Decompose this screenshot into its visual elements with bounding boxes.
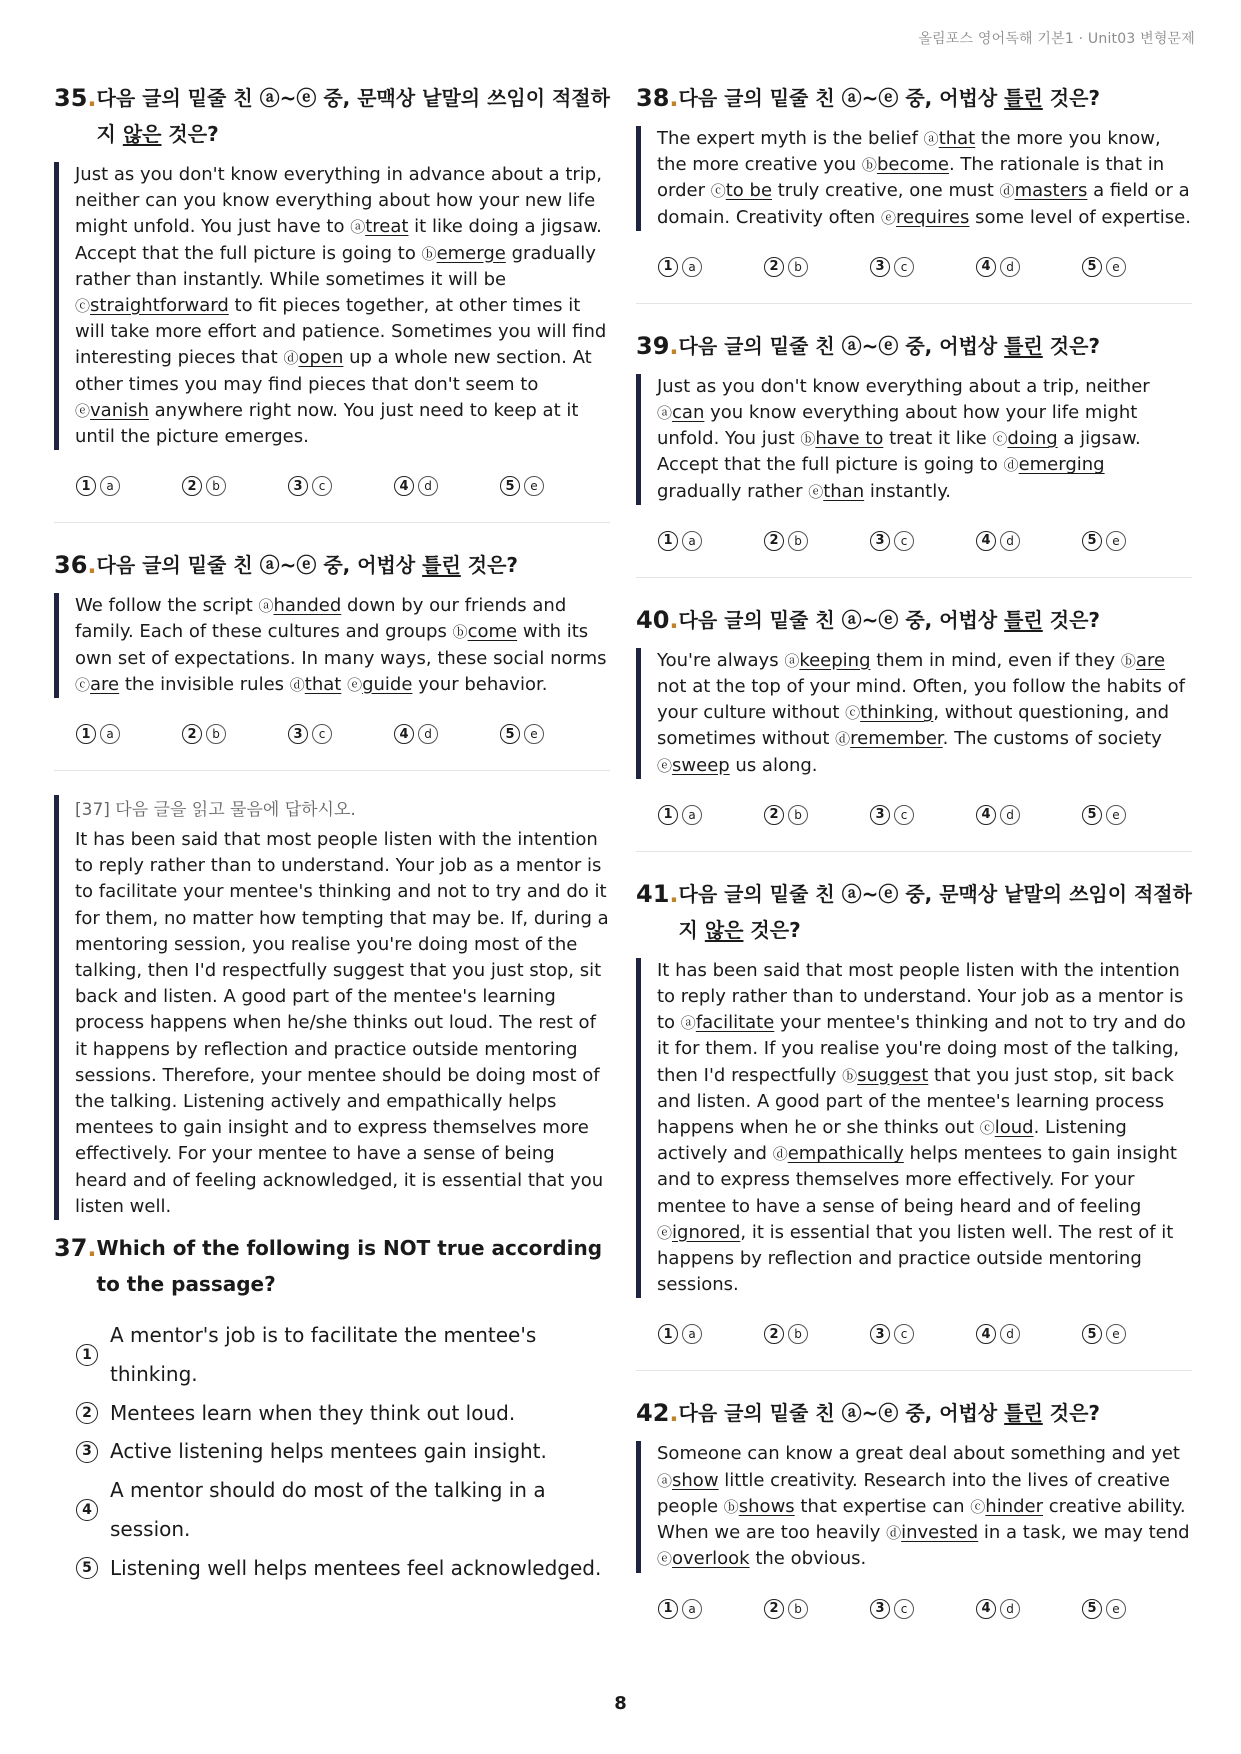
question-number: 36.: [54, 551, 97, 580]
option-2[interactable]: 2 b: [764, 257, 870, 277]
choice-4[interactable]: 4 A mentor should do most of the talking in a session.: [76, 1471, 610, 1549]
marker-c: ⓒ: [970, 1497, 986, 1516]
question-36: [54, 547, 610, 771]
option-1[interactable]: 1 a: [658, 531, 764, 551]
passage: The expert myth is the belief ⓐthat the more you know, the more creative you ⓑbecome. The rationale is that in order ⓒto be truly creative, one must ⓓmasters a field or a domain. Creativity often ⓔrequires some level of expertise.: [636, 126, 1192, 231]
marker-a: ⓐ: [680, 1014, 696, 1033]
question-number: 35.: [54, 84, 97, 112]
marker-b: ⓑ: [842, 1066, 858, 1085]
marker-b: ⓑ: [421, 244, 437, 263]
marker-a: ⓐ: [923, 130, 939, 148]
option-2[interactable]: 2 b: [764, 1324, 870, 1344]
question-header: [54, 1230, 610, 1302]
marker-d: ⓓ: [999, 182, 1015, 201]
question-header: [636, 328, 1192, 364]
question-37: [54, 795, 610, 1614]
marker-a: ⓐ: [784, 651, 800, 670]
passage: [54, 795, 610, 1220]
option-1[interactable]: 1 a: [76, 476, 182, 496]
marker-d: ⓓ: [772, 1145, 788, 1164]
option-2[interactable]: 2 b: [182, 476, 288, 496]
option-4[interactable]: 4 d: [976, 1324, 1082, 1344]
question-header: [54, 547, 610, 583]
option-5[interactable]: 5 e: [1082, 805, 1188, 825]
passage-text: It has been said that most people listen with the intention to reply rather than to understand. Your job as a mentor is to facilitate your mentee's thinking and not to try and do it for them, no matter how tempting that may be. If, during a mentoring session, you realise you're doing most of the talking, then I'd respectfully suggest that you just stop, sit back and listen. A good part of the mentee's learning process happens when he/she thinks out loud. The rest of it happens by reflection and practice outside mentoring sessions. Therefore, your mentee should be doing most of the talking. Listening actively and empathically helps mentees to gain insight and to express themselves more effectively. For your mentee to have a sense of being heard and of feeling acknowledged, it is essential that you listen well.: [75, 829, 609, 1217]
option-3[interactable]: 3 c: [288, 724, 394, 744]
question-number: 38.: [636, 84, 679, 112]
marker-c: ⓒ: [979, 1119, 995, 1138]
marker-e: ⓔ: [657, 1550, 673, 1569]
marker-e: ⓔ: [75, 401, 91, 420]
marker-d: ⓓ: [886, 1524, 902, 1543]
question-prompt: 다음 글의 밑줄 친 ⓐ~ⓔ 중, 문맥상 낱말의 쓰임이 적절하지 않은 것은?: [96, 86, 610, 146]
option-5[interactable]: 5 e: [500, 476, 606, 496]
marker-e: ⓔ: [880, 208, 896, 227]
question-41: [636, 876, 1192, 1372]
answer-options: [54, 724, 610, 744]
marker-a: ⓐ: [657, 404, 673, 423]
question-header: [636, 876, 1192, 948]
option-4[interactable]: 4 d: [976, 531, 1082, 551]
question-header: [636, 602, 1192, 638]
question-number: 37.: [54, 1234, 97, 1263]
marker-d: ⓓ: [283, 349, 299, 368]
marker-a: ⓐ: [350, 218, 366, 237]
question-42: [636, 1395, 1192, 1644]
option-5[interactable]: 5 e: [1082, 257, 1188, 277]
header-title: 올림포스 영어독해 기본1 · Unit03 변형문제: [918, 31, 1195, 47]
question-prompt: Which of the following is NOT true according to the passage?: [96, 1236, 603, 1297]
option-4[interactable]: 4 d: [394, 476, 500, 496]
option-4[interactable]: 4 d: [394, 724, 500, 744]
question-header: [636, 1395, 1192, 1431]
option-2[interactable]: 2 b: [764, 805, 870, 825]
question-number: 40.: [636, 605, 679, 634]
option-1[interactable]: 1 a: [658, 1324, 764, 1344]
marker-b: ⓑ: [723, 1497, 739, 1516]
question-40: [636, 602, 1192, 852]
option-1[interactable]: 1 a: [658, 257, 764, 277]
option-5[interactable]: 5 e: [1082, 531, 1188, 551]
choice-3[interactable]: 3 Active listening helps mentees gain insight.: [76, 1432, 610, 1471]
option-4[interactable]: 4 d: [976, 1599, 1082, 1619]
marker-a: ⓐ: [258, 597, 274, 616]
marker-d: ⓓ: [1003, 456, 1019, 475]
option-2[interactable]: 2 b: [764, 1599, 870, 1619]
option-5[interactable]: 5 e: [1082, 1324, 1188, 1344]
option-1[interactable]: 1 a: [658, 1599, 764, 1619]
option-4[interactable]: 4 d: [976, 805, 1082, 825]
option-3[interactable]: 3 c: [870, 1599, 976, 1619]
answer-options: [636, 531, 1192, 551]
marker-c: ⓒ: [75, 675, 91, 694]
right-column: [636, 80, 1192, 1669]
passage: Just as you don't know everything about a trip, neither ⓐcan you know everything about how your life might unfold. You just ⓑhave to treat it like ⓒdoing a jigsaw. Accept that the full picture is going to ⓓemerging gradually rather ⓔthan instantly.: [636, 374, 1192, 505]
question-prompt: 다음 글의 밑줄 친 ⓐ~ⓔ 중, 문맥상 낱말의 쓰임이 적절하지 않은 것은?: [678, 881, 1192, 942]
answer-options: [636, 1599, 1192, 1619]
passage: Someone can know a great deal about something and yet ⓐshow little creativity. Research into the lives of creative people ⓑshows that expertise can ⓒhinder creative ability. When we are too heavily ⓓinvested in a task, we may tend ⓔoverlook the obvious.: [636, 1441, 1192, 1572]
answer-options: [636, 1324, 1192, 1344]
marker-b: ⓑ: [1120, 651, 1136, 670]
option-5[interactable]: 5 e: [1082, 1599, 1188, 1619]
left-column: [54, 80, 610, 1638]
option-2[interactable]: 2 b: [182, 724, 288, 744]
marker-d: ⓓ: [835, 730, 851, 749]
option-1[interactable]: 1 a: [658, 805, 764, 825]
option-3[interactable]: 3 c: [870, 257, 976, 277]
passage: We follow the script ⓐhanded down by our friends and family. Each of these cultures and groups ⓑcome with its own set of expectations. In many ways, these social norms ⓒare the invisible rules ⓓthat ⓔguide your behavior.: [54, 593, 610, 698]
question-39: [636, 328, 1192, 578]
page-number: 8: [614, 1693, 627, 1714]
answer-options: [636, 805, 1192, 825]
question-header: [54, 80, 610, 152]
option-5[interactable]: 5 e: [500, 724, 606, 744]
set-label: [37] 다음 글을 읽고 물음에 답하시오.: [75, 800, 356, 821]
marker-b: ⓑ: [861, 156, 877, 175]
question-number: 39.: [636, 331, 679, 360]
marker-c: ⓒ: [992, 430, 1008, 449]
marker-c: ⓒ: [75, 297, 91, 316]
marker-b: ⓑ: [452, 623, 468, 642]
question-prompt: 다음 글의 밑줄 친 ⓐ~ⓔ 중, 어법상 틀린 것은?: [678, 607, 1101, 632]
answer-options: [54, 476, 610, 496]
marker-b: ⓑ: [800, 430, 816, 449]
choice-1[interactable]: 1 A mentor's job is to facilitate the mentee's thinking.: [76, 1316, 610, 1394]
passage: It has been said that most people listen with the intention to reply rather than to understand. Your job as a mentor is to ⓐfacilitate your mentee's thinking and not to try and do it for them. If you realise you're doing most of the talking, then I'd respectfully ⓑsuggest that you just stop, sit back and listen. A good part of the mentee's learning process happens when he or she thinks out ⓒloud. Listening actively and ⓓempathically helps mentees to gain insight and to express themselves more effectively. For your mentee to have a sense of being heard and of feeling ⓔignored, it is essential that you listen well. The rest of it happens by reflection and practice outside mentoring sessions.: [636, 958, 1192, 1299]
marker-e: ⓔ: [657, 1223, 673, 1242]
option-3[interactable]: 3 c: [870, 805, 976, 825]
question-38: [636, 80, 1192, 304]
option-3[interactable]: 3 c: [870, 1324, 976, 1344]
question-prompt: 다음 글의 밑줄 친 ⓐ~ⓔ 중, 어법상 틀린 것은?: [678, 86, 1101, 110]
question-35: [54, 80, 610, 523]
question-prompt: 다음 글의 밑줄 친 ⓐ~ⓔ 중, 어법상 틀린 것은?: [678, 333, 1101, 358]
choice-list: [54, 1316, 610, 1588]
question-header: [636, 80, 1192, 116]
passage: You're always ⓐkeeping them in mind, even if they ⓑare not at the top of your mind. Often, you follow the habits of your culture without ⓒthinking, without questioning, and sometimes without ⓓremember. The customs of society ⓔsweep us along.: [636, 648, 1192, 779]
marker-c: ⓒ: [845, 704, 861, 723]
marker-e: ⓔ: [657, 756, 673, 775]
option-2[interactable]: 2 b: [764, 531, 870, 551]
marker-e: ⓔ: [808, 482, 824, 501]
choice-2[interactable]: 2 Mentees learn when they think out loud.: [76, 1394, 610, 1433]
marker-d: ⓓ: [289, 675, 305, 694]
question-number: 42.: [636, 1399, 679, 1428]
answer-options: [636, 257, 1192, 277]
option-3[interactable]: 3 c: [288, 476, 394, 496]
passage: Just as you don't know everything in advance about a trip, neither can you know everything about how your new life might unfold. You just have to ⓐtreat it like doing a jigsaw. Accept that the full picture is going to ⓑemerge gradually rather than instantly. While sometimes it will be ⓒstraightforward to fit pieces together, at other times it will take more effort and patience. Sometimes you will find interesting pieces that ⓓopen up a whole new section. At other times you may find pieces that don't seem to ⓔvanish anywhere right now. You just need to keep at it until the picture emerges.: [54, 162, 610, 450]
question-prompt: 다음 글의 밑줄 친 ⓐ~ⓔ 중, 어법상 틀린 것은?: [678, 1401, 1101, 1426]
choice-5[interactable]: 5 Listening well helps mentees feel acknowledged.: [76, 1549, 610, 1588]
option-1[interactable]: 1 a: [76, 724, 182, 744]
marker-e: ⓔ: [347, 675, 363, 694]
marker-a: ⓐ: [657, 1471, 673, 1490]
question-prompt: 다음 글의 밑줄 친 ⓐ~ⓔ 중, 어법상 틀린 것은?: [96, 553, 519, 578]
option-3[interactable]: 3 c: [870, 531, 976, 551]
option-4[interactable]: 4 d: [976, 257, 1082, 277]
marker-c: ⓒ: [710, 182, 726, 201]
question-number: 41.: [636, 879, 679, 908]
